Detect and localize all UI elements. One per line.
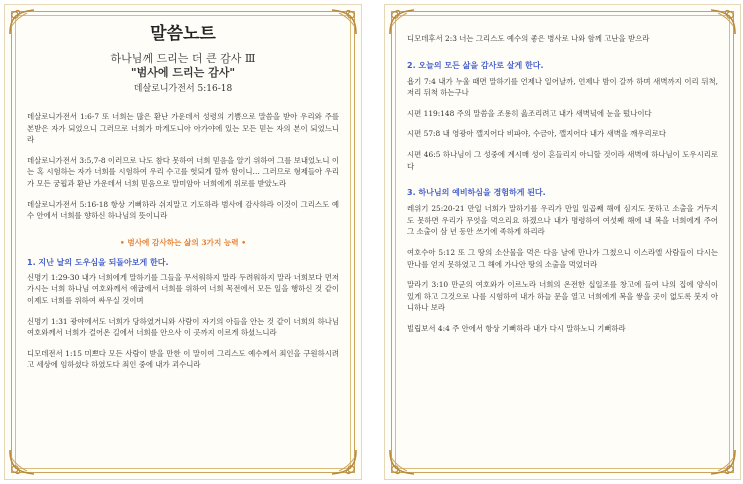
main-scripture-reference: 데살로니가전서 5:16-18 xyxy=(133,84,233,94)
section-heading: 2. 오늘의 모든 삶을 감사로 살게 한다. xyxy=(407,60,544,70)
scripture-paragraph: 욥기 7:4 내가 누울 때면 말하기를 언제나 일어날까, 언제나 밤이 갈까 하며 새벽까지 이리 뒤척, 저리 뒤척 하는구나 xyxy=(407,76,718,98)
scripture-paragraph: 레위기 25:20-21 만일 너희가 말하기를 우리가 만일 일곱째 해에 심지도 못하고 소출을 거두지도 못하면 우리가 무엇을 먹으리요 하겠으나 내가 명령하여 여섯째 해에 내 복을 너희에게 주어 그 소출이 삼 년 동안 쓰기에 족하게 하리라 xyxy=(407,204,718,237)
points-heading: • 범사에 감사하는 삶의 3가지 능력 • xyxy=(119,237,247,247)
scripture-paragraph: 데살로니가전서 3:5,7-8 이러므로 나도 참다 못하여 너희 믿음을 알기 위하여 그를 보내었노니 이는 혹 시험하는 자가 너희를 시험하여 우리 수고를 헛되게 할까 함이니… 그러므로 형제들아 우리가 모든 궁핍과 환난 가운데서 너희 믿음으로 말미암아 너희에게 위로를 받았노라 xyxy=(27,155,339,188)
right-page-content xyxy=(407,33,718,465)
left-page-content xyxy=(27,15,339,465)
section-heading: 1. 지난 날의 도우심을 되돌아보게 한다. xyxy=(27,257,169,267)
scripture-paragraph: 시편 119:148 주의 말씀을 조용히 읊조리려고 내가 새벽녘에 눈을 떴나이다 xyxy=(407,108,652,118)
right-page xyxy=(384,4,741,480)
sermon-series-title: 하나님께 드리는 더 큰 감사 Ⅲ xyxy=(110,52,256,65)
scripture-paragraph: 말라기 3:10 만군의 여호와가 이르노라 너희의 온전한 십일조를 창고에 들여 나의 집에 양식이 있게 하고 그것으로 나를 시험하여 내가 하늘 문을 열고 너희에게 복을 쌓을 곳이 없도록 붓지 아니하나 보라 xyxy=(407,280,718,313)
scripture-paragraph: 시편 46:5 하나님이 그 성중에 계시매 성이 흔들리지 아니할 것이라 새벽에 하나님이 도우시리로다 xyxy=(407,149,718,171)
sermon-title: "범사에 드리는 감사" xyxy=(130,66,236,79)
scripture-paragraph: 데살로니가전서 5:16-18 항상 기뻐하라 쉬지말고 기도하라 범사에 감사하라 이것이 그리스도 예수 안에서 너희를 향하신 하나님의 뜻이니라 xyxy=(27,199,339,221)
scripture-paragraph: 빌립보서 4:4 주 안에서 항상 기뻐하라 내가 다시 말하노니 기뻐하라 xyxy=(407,323,626,333)
scripture-paragraph: 시편 57:8 내 영광아 깰지어다 비파야, 수금아, 깰지어다 내가 새벽을 깨우리로다 xyxy=(407,129,666,139)
scripture-paragraph: 여호수아 5:12 또 그 땅의 소산물을 먹은 다음 날에 만나가 그쳤으니 이스라엘 사람들이 다시는 만나를 얻지 못하였고 그 해에 가나안 땅의 소출을 먹었더라 xyxy=(407,247,718,269)
scripture-paragraph: 데살로니가전서 1:6-7 또 너희는 많은 환난 가운데서 성령의 기쁨으로 말씀을 받아 우리와 주를 본받은 자가 되었으니 그러므로 너희가 마게도니아 아가야에 있는 모든 믿는 자의 본이 되었느니라 xyxy=(27,112,339,145)
page-title: 말씀노트 xyxy=(150,24,216,44)
scripture-paragraph: 신명기 1:29-30 내가 너희에게 말하기를 그들을 무서워하지 말라 두려워하지 말라 너희보다 먼저 가시는 너희 하나님 여호와께서 애굽에서 너희를 위하여 너희 목전에서 모든 일을 행하신 것 같이 이제도 너희를 위하여 싸우실 것이며 xyxy=(27,272,339,305)
scripture-paragraph: 디모데후서 2:3 너는 그리스도 예수의 좋은 병사로 나와 함께 고난을 받으라 xyxy=(407,34,650,43)
scripture-paragraph: 디모데전서 1:15 미쁘다 모든 사람이 받을 만한 이 말이여 그리스도 예수께서 죄인을 구원하시려고 세상에 임하셨다 하였도다 죄인 중에 내가 괴수니라 xyxy=(27,348,339,370)
section-heading: 3. 하나님의 예비하심을 경험하게 된다. xyxy=(407,188,546,198)
left-page xyxy=(4,4,362,480)
scripture-paragraph: 신명기 1:31 광야에서도 너희가 당하였거니와 사람이 자기의 아들을 안는 것 같이 너희의 하나님 여호와께서 너희가 걸어온 길에서 너희를 안으사 이 곳까지 이르게 하셨느니라 xyxy=(27,316,339,338)
